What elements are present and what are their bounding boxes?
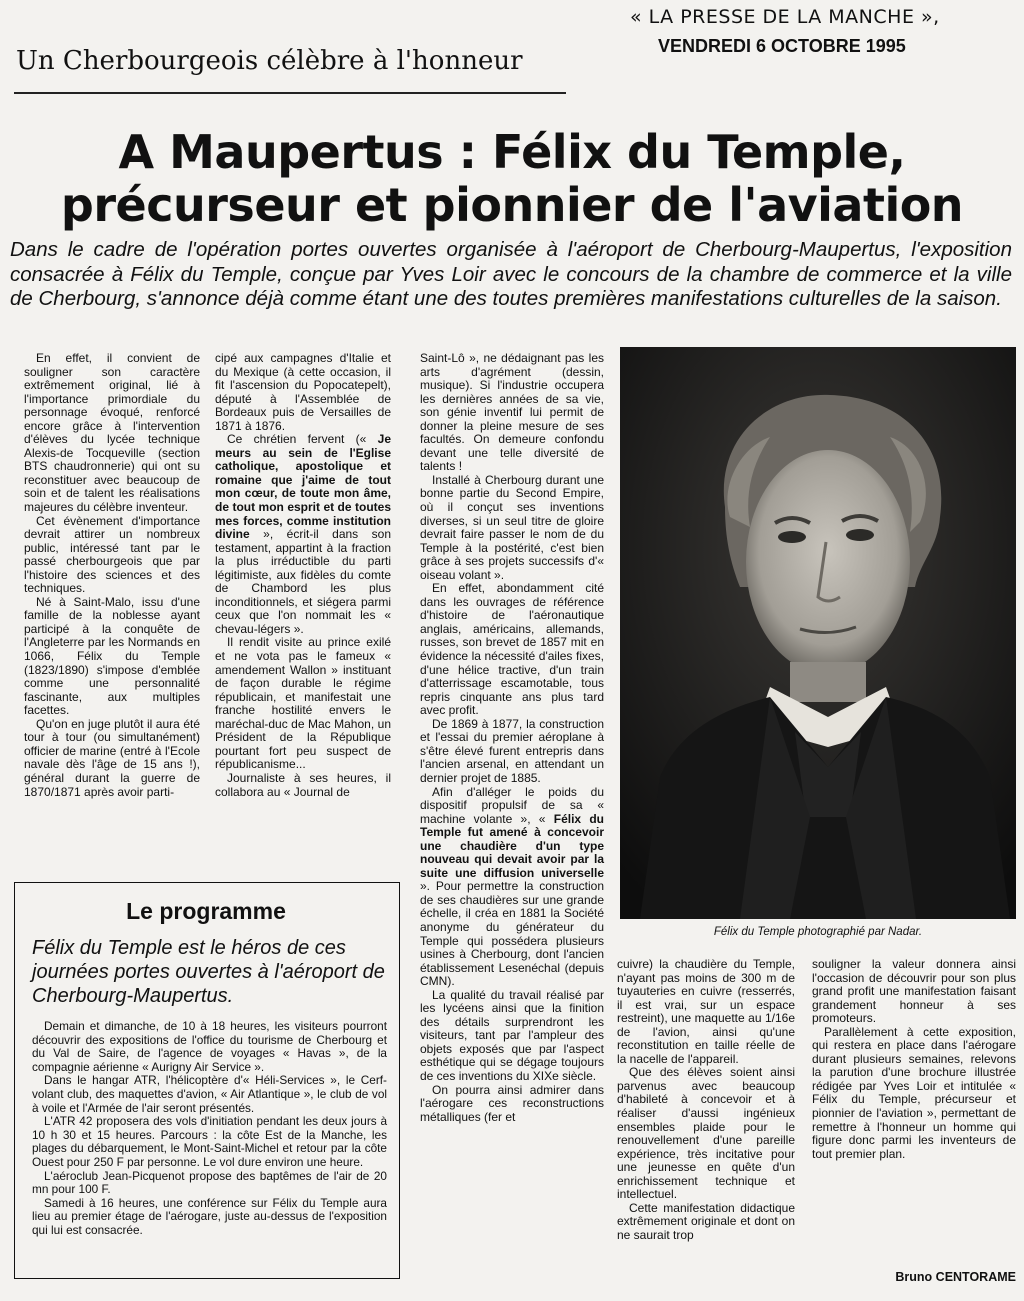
photo-caption: Félix du Temple photographié par Nadar. bbox=[713, 926, 923, 938]
paragraph: Que des élèves soient ainsi parvenus avec beaucoup d'habileté à concevoir et à réaliser d'aussi ingénieux ensembles plaide pour le renouvellement d'une pareille expérience, très incitative pour une jeunesse en quête d'un enrichissement technique et intellectuel. bbox=[617, 1065, 795, 1202]
article-column-4 bbox=[617, 958, 795, 1242]
bold-quote: Je meurs au sein de l'Eglise catholique, apostolique et romaine que j'aime de tout mon cœur, de toute mon âme, de tout mon esprit et de toutes mes forces, comme institution divine bbox=[215, 432, 391, 542]
headline bbox=[0, 126, 1024, 232]
paragraph: L'ATR 42 proposera des vols d'initiation pendant les deux jours à 10 h 30 et 15 heures. Parcours : la côte Est de la Manche, les plages du débarquement, le Mont-Saint-Michel et retour par la côte Ouest pour 250 F par personne. Le vol dure environ une heure. bbox=[32, 1114, 387, 1169]
headline-line-2: précurseur et pionnier de l'aviation bbox=[60, 178, 964, 232]
paragraph: Cette manifestation didactique extrêmement originale et dont on ne saurait trop bbox=[617, 1200, 795, 1242]
paragraph: Qu'on en juge plutôt il aura été tour à tour (ou simultanément) officier de marine (entré à l'Ecole navale dès l'âge de 15 ans !), général durant la guerre de 1870/1871 après avoir parti- bbox=[24, 716, 200, 799]
paragraph: souligner la valeur donnera ainsi l'occasion de découvrir pour son plus grand profit une manifestation faisant grandement honneur à ses promoteurs. bbox=[812, 957, 1016, 1026]
paragraph: Demain et dimanche, de 10 à 18 heures, les visiteurs pourront découvrir des expositions de l'office du tourisme de Cherbourg et du Val de Saire, de l'agence de voyages « Havas », de la compagnie aérienne « Aurigny Air Service ». bbox=[32, 1019, 387, 1074]
portrait-illustration bbox=[620, 347, 1016, 919]
paragraph: Journaliste à ses heures, il collabora au « Journal de bbox=[215, 770, 391, 799]
text: Ce chrétien fervent (« bbox=[227, 432, 378, 447]
paragraph: Il rendit visite au prince exilé et ne vota pas le fameux « amendement Wallon » instituant de façon durable le régime républicain, et manifestait une franche hostilité envers le maréchal-duc de Mac Mahon, un Président de la République pourtant fort peu suspect de républicanisme... bbox=[215, 635, 391, 772]
article-column-1 bbox=[24, 352, 200, 799]
paragraph: Samedi à 16 heures, une conférence sur Félix du Temple aura lieu au premier étage de l'aérogare, juste au-dessus de l'exposition qui lui est consacrée. bbox=[32, 1195, 387, 1237]
paragraph bbox=[420, 786, 604, 989]
paragraph: De 1869 à 1877, la construction et l'essai du premier aéroplane à s'être élevé furent entrepris dans l'ancien arsenal, en attendant un dernier projet de 1885. bbox=[420, 716, 604, 785]
headline-line-1: A Maupertus : Félix du Temple, bbox=[118, 125, 906, 179]
paragraph: cipé aux campagnes d'Italie et du Mexique (à cette occasion, il fit l'ascension du Popocatepelt), député à l'Assemblée de Bordeaux puis de Versailles de 1871 à 1876. bbox=[215, 351, 391, 433]
kicker-title: Un Cherbourgeois célèbre à l'honneur bbox=[16, 46, 523, 76]
newspaper-name: « LA PRESSE DE LA MANCHE », bbox=[630, 6, 940, 28]
text: ». Pour permettre la construction de ses chaudières sur une grande échelle, il créa en 1881 la Société anonyme du générateur du Temple qui possédera plusieurs usines à Cherbourg, dont l'ancien établissement Lesenéchal (depuis CMN). bbox=[420, 879, 604, 989]
article-column-3 bbox=[420, 352, 604, 1124]
paragraph: On pourra ainsi admirer dans l'aérogare ces reconstructions métalliques (fer et bbox=[420, 1082, 604, 1124]
programme-body bbox=[32, 1020, 387, 1238]
paragraph: Saint-Lô », ne dédaignant pas les arts d'agrément (dessin, musique). Si l'industrie occupera les dernières années de sa vie, son génie inventif lui permit de donner la pleine mesure de ses facultés. On demeure confondu devant une telle diversité de talents ! bbox=[420, 351, 604, 474]
publication-date: VENDREDI 6 OCTOBRE 1995 bbox=[658, 36, 906, 56]
author-signature: Bruno CENTORAME bbox=[895, 1270, 1016, 1284]
paragraph: En effet, abondamment cité dans les ouvrages de référence d'histoire de l'aéronautique anglais, américains, allemands, russes, son brevet de 1857 mit en évidence la nécessité d'ailes fixes, d'une hélice tractive, d'un train d'atterrissage escamotable, tous repris cinquante ans plus tard avec profit. bbox=[420, 581, 604, 718]
paragraph: Installé à Cherbourg durant une bonne partie du Second Empire, où il conçut ses inventions diverses, si un seul titre de gloire devrait faire passer le nom de du Temple à la postérité, c'est bien grâce à ses projets successifs d'« oiseau volant ». bbox=[420, 472, 604, 582]
text: Afin d'alléger le poids du dispositif propulsif de sa « machine volante », « bbox=[420, 784, 604, 826]
paragraph: cuivre) la chaudière du Temple, n'ayant pas moins de 300 m de tuyauteries en cuivre (resserrés, il est vrai, sur un espace restreint), une maquette au 1/16e de l'avion, ainsi qu'une reconstitution en taille réelle de la nacelle de l'appareil. bbox=[617, 957, 795, 1066]
bold-quote: Félix du Temple fut amené à concevoir une chaudière d'un type nouveau qui devait avoir par la suite une diffusion universelle bbox=[420, 811, 604, 880]
paragraph: Cet évènement d'importance devrait attirer un nombreux public, intéressé tant par le passé cherbourgeois que par l'histoire des sciences et des techniques. bbox=[24, 513, 200, 596]
paragraph: En effet, il convient de souligner son caractère extrêmement original, lié à l'importance primordiale du personnage évoqué, renforcé encore grâce à l'intervention d'élèves du lycée technique Alexis-de Tocqueville (section BTS chaudronnerie) qui ont su reconstituer avec beaucoup de soin et de talent les réalisations majeures du célèbre inventeur. bbox=[24, 351, 200, 515]
article-lead: Dans le cadre de l'opération portes ouvertes organisée à l'aéroport de Cherbourg-Maupertus, l'exposition consacrée à Félix du Temple, conçue par Yves Loir avec le concours de la chambre de commerce et la ville de Cherbourg, s'annonce déjà comme étant une des toutes premières manifestations culturelles de la saison. bbox=[10, 238, 1012, 310]
programme-intro: Félix du Temple est le héros de ces journées portes ouvertes à l'aéroport de Cherbourg-Maupertus. bbox=[32, 937, 385, 1007]
portrait-photo bbox=[620, 347, 1016, 919]
paragraph: Dans le hangar ATR, l'hélicoptère d'« Héli-Services », le Cerf-volant club, des maquettes d'avion, « Air Atlantique », le club de vol à voile et l'Armée de l'air seront présentés. bbox=[32, 1073, 387, 1115]
article-column-2 bbox=[215, 352, 391, 799]
text: », écrit-il dans son testament, appartint à la fraction la plus irréductible du parti légitimiste, aux fidèles du comte de Chambord les plus inconditionnels, et siégera parmi ceux que l'on nommait les « chevau-légers ». bbox=[215, 527, 391, 636]
paragraph: Né à Saint-Malo, issu d'une famille de la noblesse ayant participé à la conquête de l'Angleterre par les Normands en 1066, Félix du Temple (1823/1890) s'impose d'emblée comme une personnalité fascinante, aux multiples facettes. bbox=[24, 594, 200, 718]
article-column-5 bbox=[812, 958, 1016, 1161]
paragraph bbox=[215, 433, 391, 636]
paragraph: La qualité du travail réalisé par les lycéens ainsi que la finition des détails surprendront les visiteurs, tant par l'ampleur des objets exposés que par l'aspect esthétique qui se dégage toujours de ces inventions du XIXe siècle. bbox=[420, 987, 604, 1083]
paragraph: L'aéroclub Jean-Picquenot propose des baptêmes de l'air de 20 mn pour 100 F. bbox=[32, 1168, 387, 1197]
paragraph: Parallèlement à cette exposition, qui restera en place dans l'aérogare durant plusieurs semaines, relevons la parution d'une brochure illustrée rédigée par Yves Loir et intitulée « Félix du Temple, précurseur et pionnier de l'aviation », permettant de remettre à l'honneur un homme qui figure donc parmi les inventeurs de tout premier plan. bbox=[812, 1024, 1016, 1161]
kicker-rule bbox=[14, 92, 566, 94]
programme-title: Le programme bbox=[126, 898, 286, 924]
